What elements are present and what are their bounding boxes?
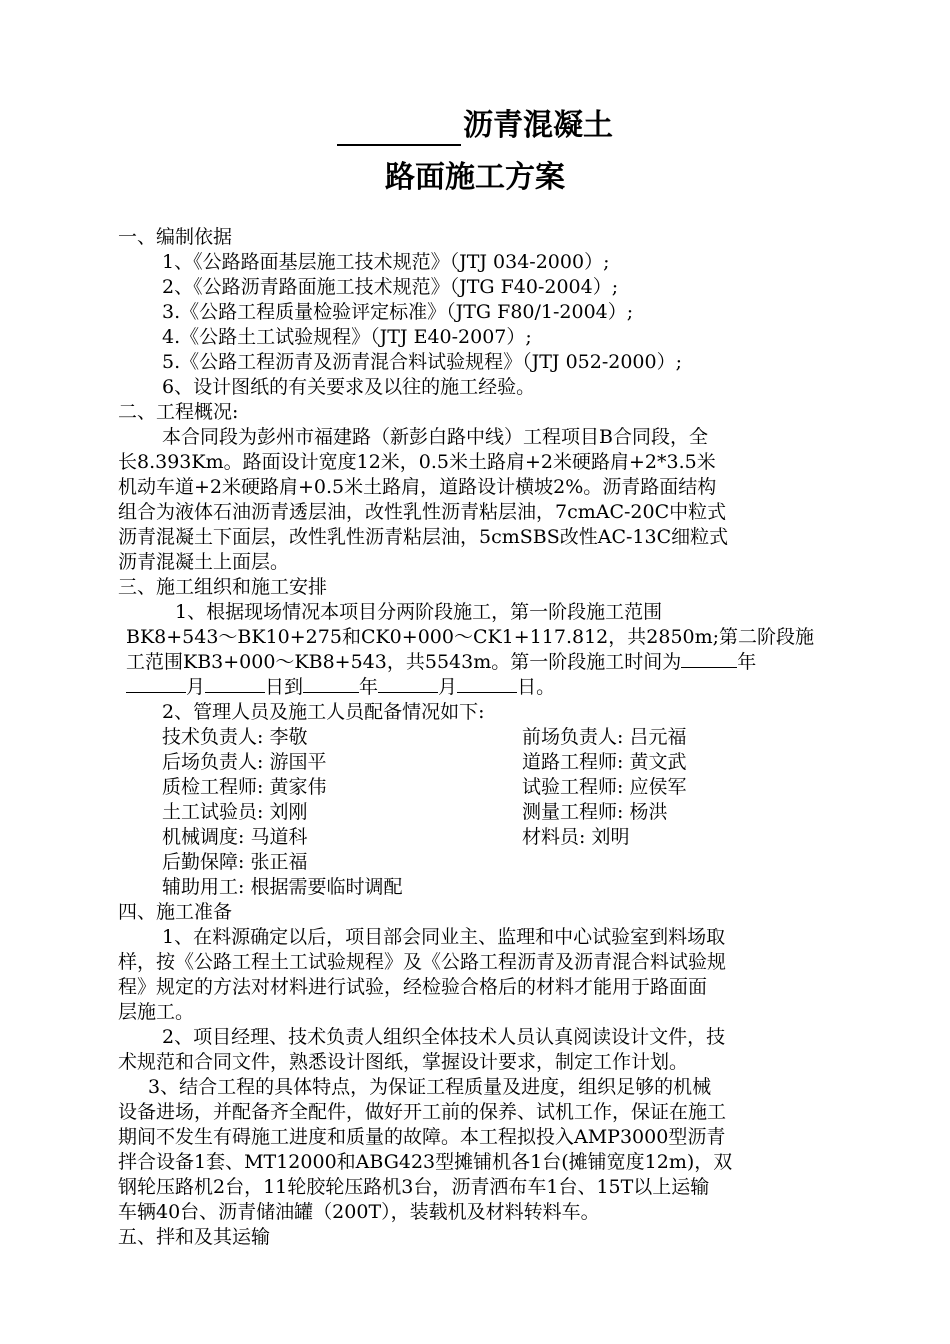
blank-month-2 (378, 674, 438, 693)
reference-item-6: 6、设计图纸的有关要求及以往的施工经验。 (162, 376, 536, 398)
schedule-line-3-text: 工范围KB3+000～KB8+543，共5543m。第一阶段施工时间为 (126, 651, 682, 673)
label-day-end: 日。 (517, 676, 556, 698)
label-day-to: 日到 (265, 676, 304, 698)
prep-p3-line-2: 设备进场，并配备齐全配件，做好开工前的保养、试机工作，保证在施工 (118, 1101, 727, 1123)
overview-line-5: 沥青混凝土下面层，改性乳性沥青粘层油，5cmSBS改性AC-13C细粒式 (118, 526, 729, 548)
staff-right-4: 测量工程师: 杨洪 (522, 801, 668, 823)
prep-p1-line-4: 层施工。 (118, 1001, 195, 1023)
label-month-1: 月 (186, 676, 206, 698)
section-3-heading: 三、施工组织和施工安排 (118, 576, 328, 598)
section-5-heading: 五、拌和及其运输 (118, 1226, 271, 1248)
staff-left-4: 土工试验员: 刘刚 (162, 801, 308, 823)
staff-right-1: 前场负责人: 吕元福 (522, 726, 687, 748)
schedule-line-3 (126, 649, 756, 675)
prep-p1-line-3: 程》规定的方法对材料进行试验，经检验合格后的材料才能用于路面面 (118, 976, 708, 998)
reference-item-3: 3.《公路工程质量检验评定标准》（JTG F80/1-2004）; (162, 301, 634, 323)
schedule-line-4 (126, 674, 555, 700)
blank-year-1 (681, 649, 737, 668)
label-month-2: 月 (438, 676, 458, 698)
staff-right-5: 材料员: 刘明 (522, 826, 630, 848)
blank-day-1 (205, 674, 265, 693)
title-blank (337, 114, 461, 146)
overview-line-2: 长8.393Km。路面设计宽度12米，0.5米土路肩+2米硬路肩+2*3.5米 (118, 451, 716, 473)
prep-p2-line-2: 术规范和合同文件，熟悉设计图纸，掌握设计要求，制定工作计划。 (118, 1051, 689, 1073)
title-line-1 (0, 106, 950, 146)
label-year-1: 年 (737, 651, 757, 673)
blank-year-2 (303, 674, 359, 693)
staff-left-3: 质检工程师: 黄家伟 (162, 776, 327, 798)
overview-line-4: 组合为液体石油沥青透层油，改性乳性沥青粘层油，7cmAC-20C中粒式 (118, 501, 727, 523)
title-line-2: 路面施工方案 (385, 160, 565, 195)
staff-left-6: 后勤保障: 张正福 (162, 851, 308, 873)
reference-item-4: 4.《公路土工试验规程》（JTJ E40-2007）; (162, 326, 532, 348)
title-text-1: 沥青混凝土 (463, 108, 613, 143)
prep-p1-line-2: 样，按《公路工程土工试验规程》及《公路工程沥青及沥青混合料试验规 (118, 951, 727, 973)
prep-p1-line-1: 1、在料源确定以后，项目部会同业主、监理和中心试验室到料场取 (162, 926, 726, 948)
section-4-heading: 四、施工准备 (118, 901, 233, 923)
prep-p3-line-3: 期间不发生有碍施工进度和质量的故障。本工程拟投入AMP3000型沥青 (118, 1126, 726, 1148)
section-2-heading: 二、工程概况: (118, 401, 239, 423)
prep-p3-line-5: 钢轮压路机2台，11轮胶轮压路机3台，沥青洒布车1台、15T以上运输 (118, 1176, 710, 1198)
reference-item-2: 2、《公路沥青路面施工技术规范》（JTG F40-2004）; (162, 276, 619, 298)
prep-p2-line-1: 2、项目经理、技术负责人组织全体技术人员认真阅读设计文件，技 (162, 1026, 726, 1048)
prep-p3-line-6: 车辆40台、沥青储油罐（200T），装载机及材料转料车。 (118, 1201, 600, 1223)
staff-left-7: 辅助用工: 根据需要临时调配 (162, 876, 403, 898)
staff-left-5: 机械调度: 马道科 (162, 826, 308, 848)
reference-item-5: 5.《公路工程沥青及沥青混合料试验规程》（JTJ 052-2000）; (162, 351, 683, 373)
prep-p3-line-1: 3、结合工程的具体特点，为保证工程质量及进度，组织足够的机械 (148, 1076, 712, 1098)
staff-intro: 2、管理人员及施工人员配备情况如下: (162, 701, 485, 723)
staff-left-1: 技术负责人: 李敬 (162, 726, 308, 748)
overview-line-3: 机动车道+2米硬路肩+0.5米土路肩，道路设计横坡2%。沥青路面结构 (118, 476, 717, 498)
overview-line-6: 沥青混凝土上面层。 (118, 551, 290, 573)
staff-right-2: 道路工程师: 黄文武 (522, 751, 687, 773)
schedule-line-1: 1、根据现场情况本项目分两阶段施工，第一阶段施工范围 (175, 601, 663, 623)
reference-item-1: 1、《公路路面基层施工技术规范》（JTJ 034-2000）; (162, 251, 610, 273)
section-1-heading: 一、编制依据 (118, 226, 233, 248)
overview-line-1: 本合同段为彭州市福建路（新彭白路中线）工程项目B合同段，全 (162, 426, 708, 448)
staff-left-2: 后场负责人: 游国平 (162, 751, 327, 773)
prep-p3-line-4: 拌合设备1套、MT12000和ABG423型摊铺机各1台(摊铺宽度12m)，双 (118, 1151, 733, 1173)
staff-right-3: 试验工程师: 应侯军 (522, 776, 687, 798)
blank-day-2 (457, 674, 517, 693)
blank-month-1 (126, 674, 186, 693)
schedule-line-2: BK8+543～BK10+275和CK0+000～CK1+117.812，共2850m;第二阶段施 (126, 626, 815, 648)
label-year-2: 年 (359, 676, 379, 698)
